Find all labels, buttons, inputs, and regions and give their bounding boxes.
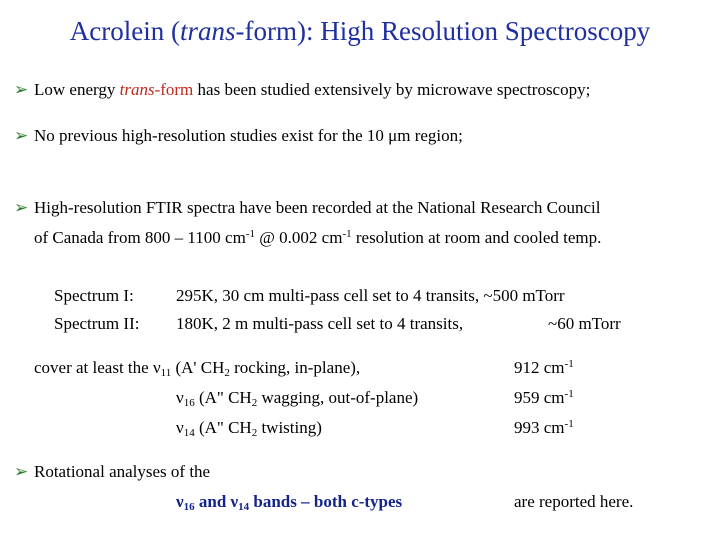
bullet-ftir: ➢ High-resolution FTIR spectra have been recorded at the National Research Council [14,198,601,217]
arrow-bullet-icon: ➢ [14,80,29,99]
band-wn-14: 993 $cm^{-1}$ [514,418,574,437]
bullet-no-previous: ➢ No previous high-resolution studies exist for the 10 μm region; [14,126,463,145]
reported-tail: are reported here. [514,492,634,511]
spectrum-2-label: Spectrum II: [54,314,140,333]
arrow-bullet-icon: ➢ [14,126,29,145]
ftir-line-2: of Canada from 800 – 1100 $cm^{-1}$ @ 0.002 $cm^{-1}$ resolution at room and cooled temp. [34,228,602,247]
page-title: Acrolein (trans-form): High Resolution Spectroscopy [69,16,651,46]
band-row-14: $\nu_{14}$ (A" $CH_2$ twisting) [176,418,322,439]
spectrum-2-pressure: ~60 mTorr [548,314,621,333]
band-row-11: cover at least the $\nu_{11}$ (A' $CH_2$ rocking, in-plane), [34,358,361,379]
spectrum-1-desc: 295K, 30 cm multi-pass cell set to 4 transits, ~500 mTorr [176,286,565,305]
arrow-bullet-icon: ➢ [14,198,29,217]
bullet-microwave: ➢ Low energy trans-form has been studied extensively by microwave spectroscopy; [14,80,591,99]
band-wn-16: 959 $cm^{-1}$ [514,388,574,407]
spectrum-2-desc: 180K, 2 m multi-pass cell set to 4 transits, [176,314,464,333]
spectrum-1-label: Spectrum I: [54,286,134,305]
bullet-rotational: ➢ Rotational analyses of the [14,462,211,481]
arrow-bullet-icon: ➢ [14,462,29,481]
reported-bands: $\nu_{16}$ and $\nu_{14}$ bands – both c-types [176,492,403,513]
band-row-16: $\nu_{16}$ (A" $CH_2$ wagging, out-of-plane) [176,388,419,409]
band-wn-11: 912 $cm^{-1}$ [514,358,574,377]
